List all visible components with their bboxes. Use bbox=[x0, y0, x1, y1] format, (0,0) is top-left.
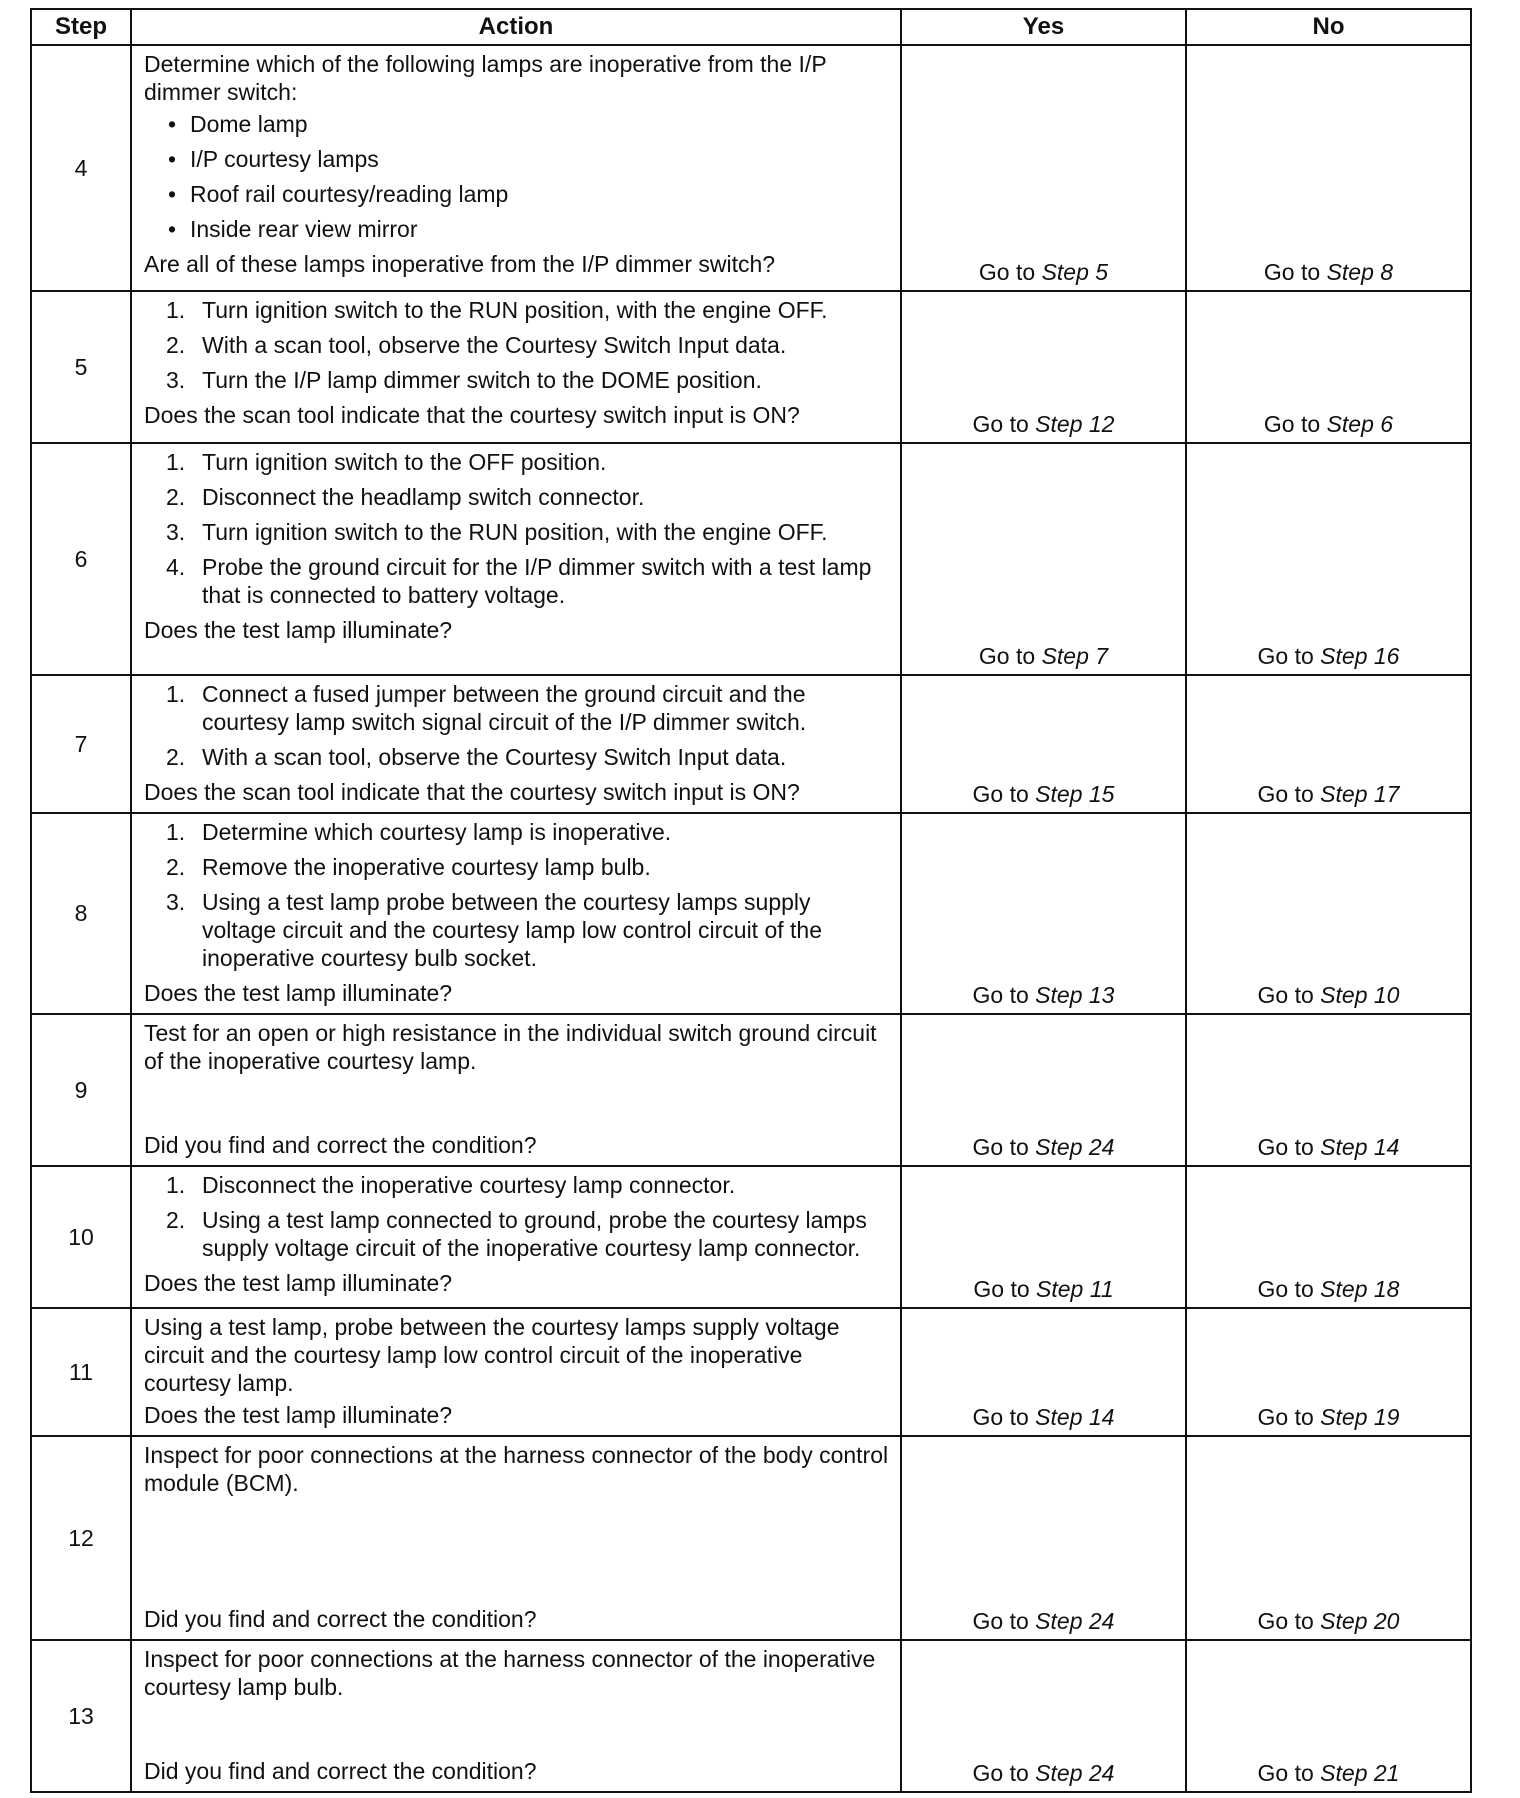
procedure-step-text: Turn the I/P lamp dimmer switch to the DOME position. bbox=[202, 367, 762, 393]
action-cell bbox=[131, 1640, 901, 1792]
yes-result bbox=[901, 1166, 1186, 1308]
goto-prefix: Go to bbox=[972, 781, 1029, 807]
yes-result bbox=[901, 1436, 1186, 1640]
procedure-step bbox=[166, 853, 890, 881]
procedure-list bbox=[144, 296, 890, 394]
procedure-list bbox=[144, 1171, 890, 1262]
procedure-step-text: Determine which courtesy lamp is inoperative. bbox=[202, 819, 672, 845]
procedure-step bbox=[166, 1206, 890, 1262]
action-cell bbox=[131, 45, 901, 291]
procedure-step-number: 2. bbox=[166, 484, 186, 510]
goto-prefix: Go to bbox=[1257, 1134, 1314, 1160]
action-text: Inspect for poor connections at the harness connector of the inoperative courtesy lamp bulb. bbox=[144, 1646, 876, 1700]
table-row bbox=[31, 1308, 1471, 1436]
procedure-step-number: 1. bbox=[166, 449, 186, 475]
step-number: 12 bbox=[31, 1436, 131, 1640]
goto-step-link: Step 7 bbox=[1041, 643, 1109, 669]
yes-result bbox=[901, 443, 1186, 675]
goto-prefix: Go to bbox=[1257, 643, 1314, 669]
procedure-step bbox=[166, 518, 890, 546]
list-item: • Roof rail courtesy/reading lamp bbox=[168, 180, 890, 208]
goto-prefix: Go to bbox=[972, 1134, 1029, 1160]
list-item: • Dome lamp bbox=[168, 110, 890, 138]
goto-step-link: Step 24 bbox=[1035, 1134, 1115, 1160]
procedure-step bbox=[166, 448, 890, 476]
no-result bbox=[1186, 1436, 1471, 1640]
procedure-step-text: Disconnect the headlamp switch connector. bbox=[202, 484, 645, 510]
question-text: Does the test lamp illuminate? bbox=[144, 1402, 453, 1428]
table-row bbox=[31, 1014, 1471, 1166]
procedure-step bbox=[166, 680, 890, 736]
goto-prefix: Go to bbox=[1257, 1760, 1314, 1786]
procedure-step-number: 1. bbox=[166, 681, 186, 707]
procedure-step bbox=[166, 483, 890, 511]
header-yes: Yes bbox=[901, 9, 1186, 45]
goto-prefix: Go to bbox=[1263, 259, 1321, 285]
list-item: • Inside rear view mirror bbox=[168, 215, 890, 243]
no-result bbox=[1186, 675, 1471, 813]
no-result bbox=[1186, 443, 1471, 675]
table-row bbox=[31, 1166, 1471, 1308]
goto-step-link: Step 24 bbox=[1035, 1760, 1115, 1786]
procedure-list bbox=[144, 818, 890, 972]
goto-step-link: Step 11 bbox=[1036, 1276, 1114, 1302]
procedure-step-text: Disconnect the inoperative courtesy lamp connector. bbox=[202, 1172, 736, 1198]
header-action: Action bbox=[131, 9, 901, 45]
step-number: 7 bbox=[31, 675, 131, 813]
procedure-step-number: 3. bbox=[166, 367, 186, 393]
table-row bbox=[31, 1640, 1471, 1792]
goto-prefix: Go to bbox=[978, 643, 1036, 669]
procedure-step bbox=[166, 1171, 890, 1199]
no-result bbox=[1186, 1166, 1471, 1308]
procedure-list bbox=[144, 680, 890, 771]
table-row bbox=[31, 813, 1471, 1014]
step-number: 10 bbox=[31, 1166, 131, 1308]
action-cell bbox=[131, 1014, 901, 1166]
action-cell bbox=[131, 675, 901, 813]
procedure-step-number: 1. bbox=[166, 297, 186, 323]
goto-step-link: Step 15 bbox=[1035, 781, 1115, 807]
table-row bbox=[31, 45, 1471, 291]
no-result bbox=[1186, 1308, 1471, 1436]
question-text: Did you find and correct the condition? bbox=[144, 1132, 537, 1158]
question-text: Does the scan tool indicate that the courtesy switch input is ON? bbox=[144, 779, 800, 805]
procedure-step-number: 4. bbox=[166, 554, 186, 580]
question-text: Does the scan tool indicate that the courtesy switch input is ON? bbox=[144, 402, 800, 428]
question-text: Did you find and correct the condition? bbox=[144, 1606, 537, 1632]
step-number: 8 bbox=[31, 813, 131, 1014]
procedure-step-text: Probe the ground circuit for the I/P dimmer switch with a test lamp that is connected to battery voltage. bbox=[202, 554, 872, 608]
procedure-step-text: With a scan tool, observe the Courtesy Switch Input data. bbox=[202, 744, 787, 770]
action-cell bbox=[131, 443, 901, 675]
action-cell bbox=[131, 1308, 901, 1436]
procedure-step-text: Using a test lamp probe between the courtesy lamps supply voltage circuit and the courtesy lamp low control circuit of the inoperative courtesy bulb socket. bbox=[202, 889, 823, 971]
procedure-step-number: 3. bbox=[166, 889, 186, 915]
goto-step-link: Step 13 bbox=[1035, 982, 1115, 1008]
question-text: Does the test lamp illuminate? bbox=[144, 617, 453, 643]
action-text: Test for an open or high resistance in the individual switch ground circuit of the inoperative courtesy lamp. bbox=[144, 1020, 877, 1074]
goto-prefix: Go to bbox=[972, 1404, 1029, 1430]
procedure-step-text: Turn ignition switch to the RUN position, with the engine OFF. bbox=[202, 297, 828, 323]
goto-step-link: Step 8 bbox=[1326, 259, 1394, 285]
goto-prefix: Go to bbox=[1257, 1608, 1314, 1634]
yes-result bbox=[901, 45, 1186, 291]
yes-result bbox=[901, 1014, 1186, 1166]
yes-result bbox=[901, 291, 1186, 443]
procedure-step-number: 2. bbox=[166, 1207, 186, 1233]
table-row bbox=[31, 1436, 1471, 1640]
goto-prefix: Go to bbox=[1263, 411, 1321, 437]
procedure-step bbox=[166, 553, 890, 609]
goto-prefix: Go to bbox=[972, 1608, 1029, 1634]
step-number: 5 bbox=[31, 291, 131, 443]
list-item: • I/P courtesy lamps bbox=[168, 145, 890, 173]
procedure-step bbox=[166, 743, 890, 771]
action-cell bbox=[131, 1436, 901, 1640]
step-number: 9 bbox=[31, 1014, 131, 1166]
header-no: No bbox=[1186, 9, 1471, 45]
step-number: 4 bbox=[31, 45, 131, 291]
goto-step-link: Step 14 bbox=[1320, 1134, 1400, 1160]
procedure-step bbox=[166, 296, 890, 324]
goto-prefix: Go to bbox=[973, 1276, 1030, 1302]
header-step: Step bbox=[31, 9, 131, 45]
question-text: Are all of these lamps inoperative from the I/P dimmer switch? bbox=[144, 251, 776, 277]
diagnostic-table bbox=[30, 8, 1472, 1793]
step-number: 13 bbox=[31, 1640, 131, 1792]
goto-step-link: Step 24 bbox=[1035, 1608, 1115, 1634]
step-number: 11 bbox=[31, 1308, 131, 1436]
step-number: 6 bbox=[31, 443, 131, 675]
goto-step-link: Step 20 bbox=[1320, 1608, 1400, 1634]
question-text: Does the test lamp illuminate? bbox=[144, 1270, 453, 1296]
goto-step-link: Step 5 bbox=[1041, 259, 1109, 285]
action-cell bbox=[131, 1166, 901, 1308]
goto-prefix: Go to bbox=[972, 1760, 1029, 1786]
goto-prefix: Go to bbox=[978, 259, 1036, 285]
procedure-step-number: 2. bbox=[166, 854, 186, 880]
no-result bbox=[1186, 1640, 1471, 1792]
procedure-step-text: Turn ignition switch to the RUN position, with the engine OFF. bbox=[202, 519, 828, 545]
goto-prefix: Go to bbox=[1257, 1404, 1314, 1430]
goto-step-link: Step 6 bbox=[1326, 411, 1394, 437]
goto-prefix: Go to bbox=[1257, 781, 1314, 807]
goto-prefix: Go to bbox=[1257, 982, 1314, 1008]
table-row bbox=[31, 291, 1471, 443]
question-text: Did you find and correct the condition? bbox=[144, 1758, 537, 1784]
procedure-step-text: Connect a fused jumper between the ground circuit and the courtesy lamp switch signal circuit of the I/P dimmer switch. bbox=[202, 681, 807, 735]
goto-step-link: Step 18 bbox=[1320, 1276, 1400, 1302]
no-result bbox=[1186, 813, 1471, 1014]
goto-step-link: Step 19 bbox=[1320, 1404, 1400, 1430]
procedure-step-number: 2. bbox=[166, 744, 186, 770]
procedure-step bbox=[166, 331, 890, 359]
goto-prefix: Go to bbox=[1257, 1276, 1314, 1302]
goto-step-link: Step 14 bbox=[1035, 1404, 1115, 1430]
procedure-step-number: 3. bbox=[166, 519, 186, 545]
yes-result bbox=[901, 813, 1186, 1014]
procedure-step-text: Turn ignition switch to the OFF position. bbox=[202, 449, 607, 475]
yes-result bbox=[901, 1308, 1186, 1436]
procedure-step-number: 1. bbox=[166, 819, 186, 845]
table-row bbox=[31, 443, 1471, 675]
table-row bbox=[31, 675, 1471, 813]
procedure-step bbox=[166, 888, 890, 972]
action-text: Inspect for poor connections at the harness connector of the body control module (BCM). bbox=[144, 1442, 889, 1496]
goto-prefix: Go to bbox=[972, 411, 1029, 437]
action-text: Determine which of the following lamps are inoperative from the I/P dimmer switch: bbox=[144, 51, 827, 105]
yes-result bbox=[901, 1640, 1186, 1792]
goto-step-link: Step 17 bbox=[1320, 781, 1400, 807]
lamp-list bbox=[144, 110, 890, 243]
goto-step-link: Step 16 bbox=[1320, 643, 1400, 669]
procedure-step bbox=[166, 366, 890, 394]
procedure-step-text: With a scan tool, observe the Courtesy Switch Input data. bbox=[202, 332, 787, 358]
procedure-step-text: Remove the inoperative courtesy lamp bulb. bbox=[202, 854, 651, 880]
procedure-step bbox=[166, 818, 890, 846]
action-text: Using a test lamp, probe between the courtesy lamps supply voltage circuit and the courtesy lamp low control circuit of the inoperative courtesy lamp. bbox=[144, 1314, 840, 1396]
procedure-list bbox=[144, 448, 890, 609]
yes-result bbox=[901, 675, 1186, 813]
goto-step-link: Step 12 bbox=[1035, 411, 1115, 437]
procedure-step-text: Using a test lamp connected to ground, probe the courtesy lamps supply voltage circuit of the inoperative courtesy lamp connector. bbox=[202, 1207, 867, 1261]
procedure-step-number: 2. bbox=[166, 332, 186, 358]
goto-prefix: Go to bbox=[972, 982, 1029, 1008]
action-cell bbox=[131, 291, 901, 443]
no-result bbox=[1186, 291, 1471, 443]
question-text: Does the test lamp illuminate? bbox=[144, 980, 453, 1006]
action-cell bbox=[131, 813, 901, 1014]
procedure-step-number: 1. bbox=[166, 1172, 186, 1198]
header-row bbox=[31, 9, 1471, 45]
goto-step-link: Step 10 bbox=[1320, 982, 1400, 1008]
no-result bbox=[1186, 1014, 1471, 1166]
no-result bbox=[1186, 45, 1471, 291]
goto-step-link: Step 21 bbox=[1320, 1760, 1400, 1786]
